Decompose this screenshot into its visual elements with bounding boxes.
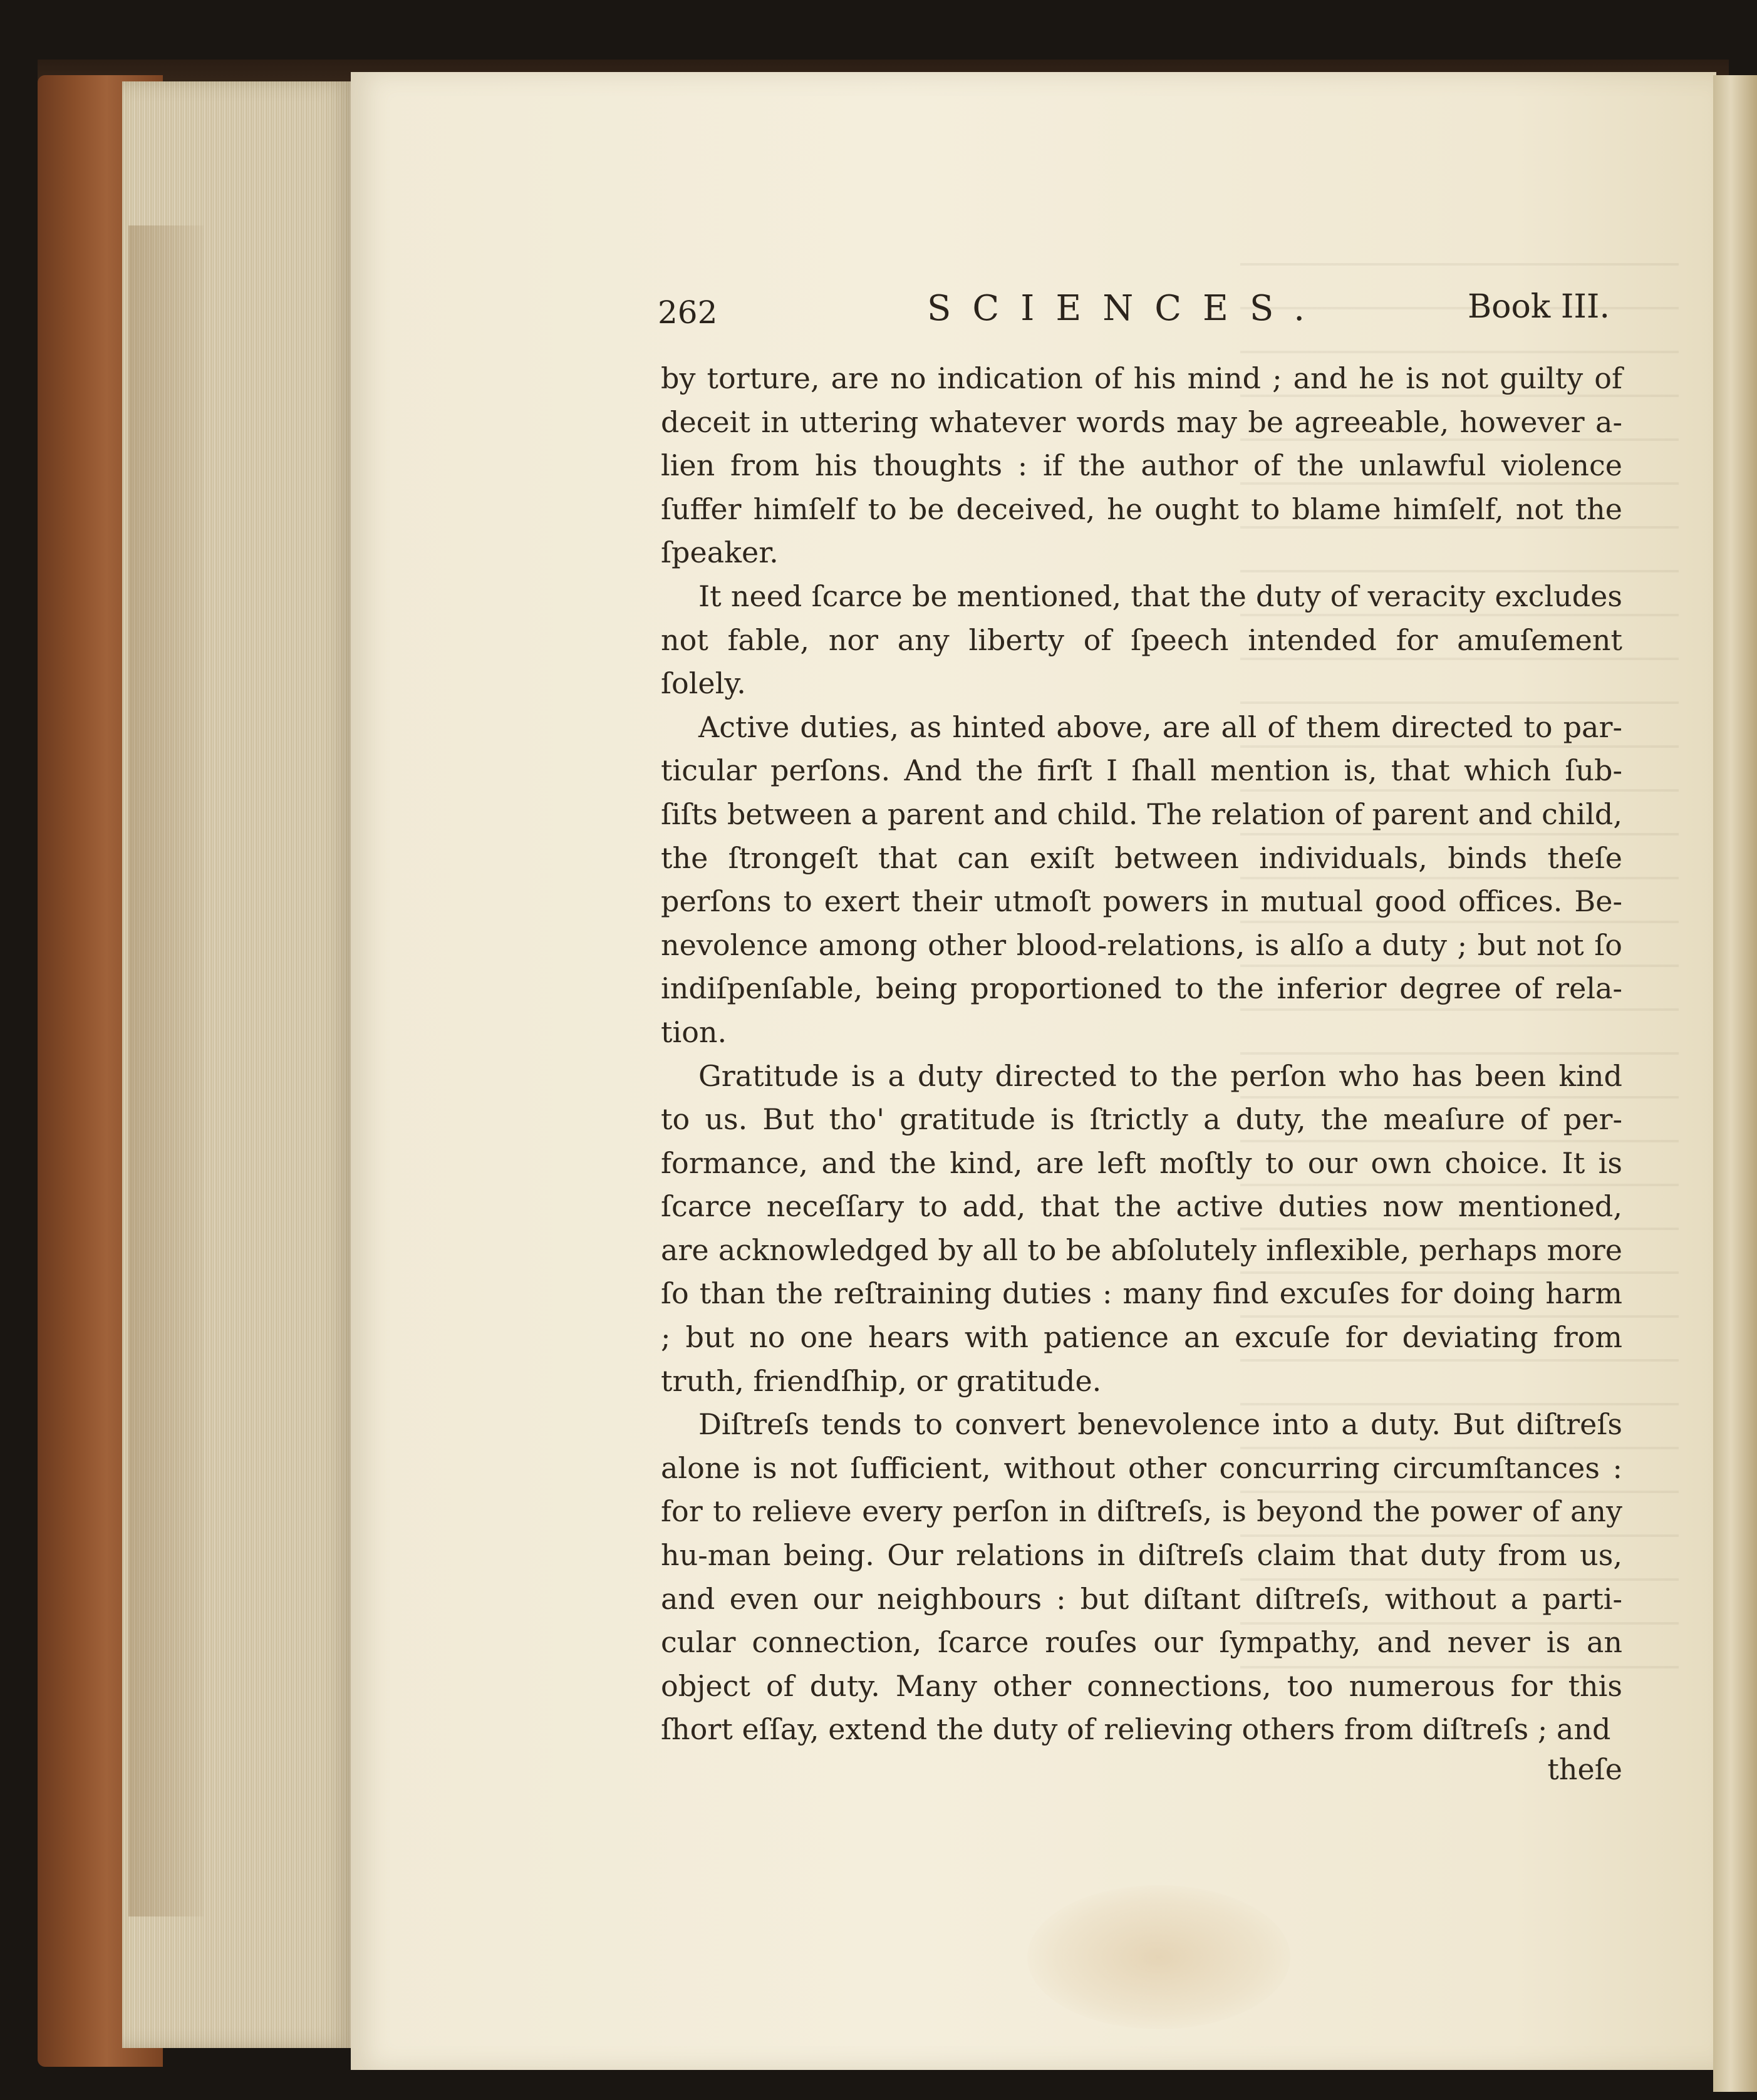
paragraph: Diſtreſs tends to convert benevolence into a duty. But diſtreſs alone is not ſufficient, without other concurring circumſtances : for to relieve every perſon in diſtreſs, is beyond the power of any hu-man being. Our relations in diſtreſs claim that duty from us, and even our neighbours : but diſtant diſtreſs, without a parti-cular connection, ſcarce rouſes our ſympathy, and never is an object of duty. Many other connections, too numerous for this ſhort eſſay, extend the duty of relieving others from diſtreſs ; and bbox=[661, 1407, 1622, 1747]
paragraph: Gratitude is a duty directed to the perſon who has been kind to us. But tho' gratitude is ſtrictly a duty, the meaſure of per-formance, and the kind, are left moſtly to our own choice. It is ſcarce neceſſary to add, that the active duties now mentioned, are acknowledged by all to be abſolutely inflexible, perhaps more ſo than the reſtraining duties : many find excuſes for doing harm ; but no one hears with patience an excuſe for deviating from truth, friendſhip, or gratitude. bbox=[661, 1058, 1622, 1398]
paragraph: by torture, are no indication of his mind ; and he is not guilty of deceit in uttering whatever words may be agreeable, however a-lien from his thoughts : if the author of the unlawful violence ſuffer himſelf to be deceived, he ought to blame himſelf, not the ſpeaker. bbox=[661, 361, 1622, 570]
running-header bbox=[658, 282, 1610, 332]
body-text bbox=[661, 357, 1622, 1752]
water-stain bbox=[1027, 1885, 1290, 2029]
running-title: SCIENCES. bbox=[927, 288, 1327, 329]
page-edges-shadow bbox=[128, 225, 204, 1916]
book-reference: Book III. bbox=[1467, 288, 1610, 326]
page-number: 262 bbox=[658, 294, 718, 331]
paragraph: It need ſcarce be mentioned, that the duty of veracity excludes not fable, nor any liberty of ſpeech intended for amuſement ſolely. bbox=[661, 579, 1622, 701]
catchword: theſe bbox=[1547, 1752, 1622, 1786]
paragraph: Active duties, as hinted above, are all of them directed to par-ticular perſons. And the firſt I ſhall mention is, that which ſub-ſiſts between a parent and child. The relation of parent and child, the ſtrongeſt that can exiſt between individuals, binds theſe perſons to exert their utmoſt powers in mutual good offices. Be-nevolence among other blood-relations, is alſo a duty ; but not ſo indiſpenſable, being proportioned to the inferior degree of rela-tion. bbox=[661, 710, 1622, 1049]
facing-page-edge bbox=[1713, 75, 1757, 2092]
